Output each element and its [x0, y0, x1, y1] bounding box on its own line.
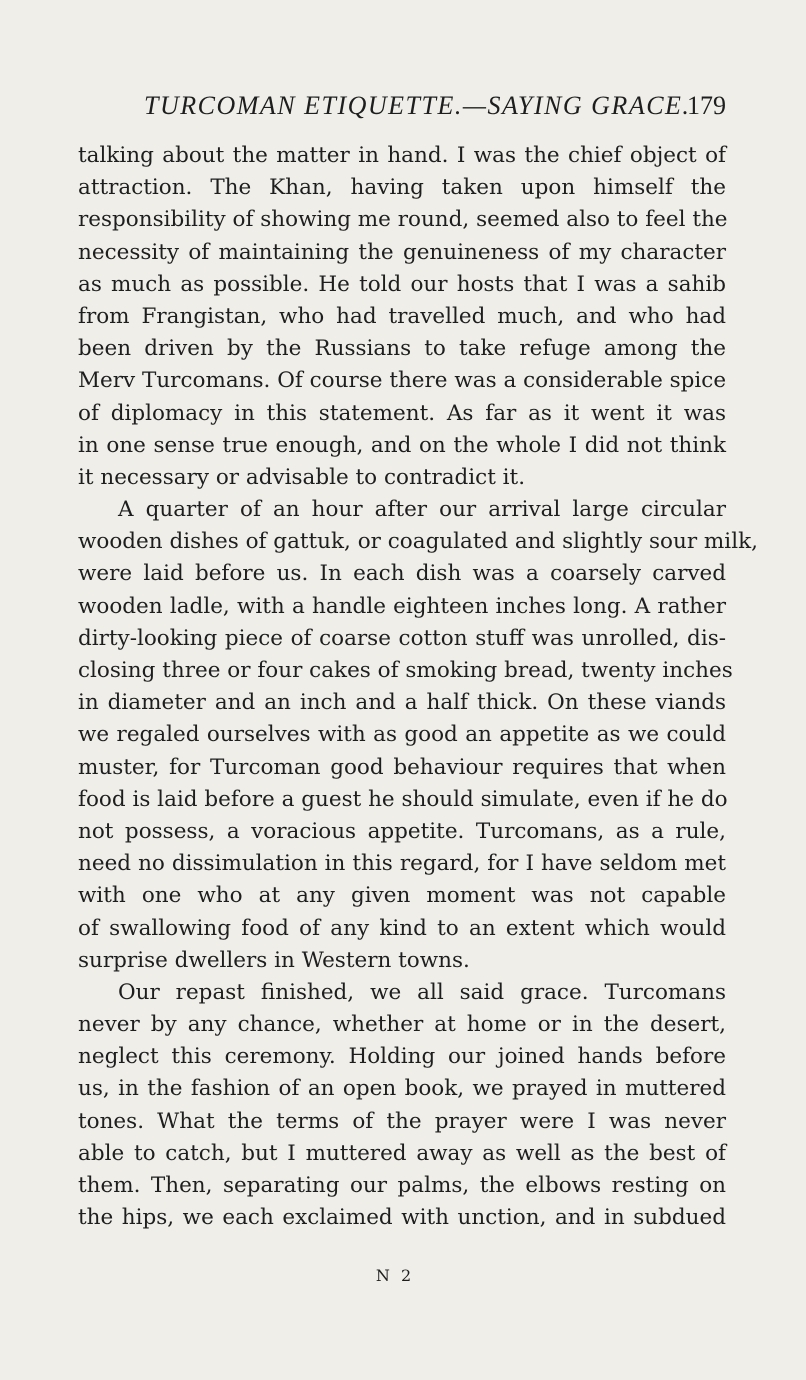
text-line: we regaled ourselves with as good an appetite as we could [78, 722, 726, 748]
text-line: never by any chance, whether at home or in the desert, [78, 1012, 726, 1038]
text-line: food is laid before a guest he should simulate, even if he do [78, 786, 728, 812]
text-line: able to catch, but I muttered away as well as the best of [78, 1140, 726, 1166]
text-line: in one sense true enough, and on the whole I did not think [78, 432, 726, 458]
text-line: wooden dishes of gattuk, or coagulated and slightly sour milk, [78, 529, 758, 555]
text-line: talking about the matter in hand. I was the chief object of [78, 143, 726, 168]
text-line: wooden ladle, with a handle eighteen inches long. A rather [78, 593, 726, 619]
signature-mark: N 2 [375, 1266, 415, 1285]
text-line: necessity of maintaining the genuineness of my character [78, 239, 726, 265]
body-text [78, 140, 758, 1234]
text-line: as much as possible. He told our hosts that I was a sahib [78, 271, 726, 297]
text-line: been driven by the Russians to take refuge among the [78, 336, 726, 362]
text-line: need no dissimulation in this regard, for I have seldom met [78, 851, 726, 877]
page-number: 179 [687, 91, 726, 120]
text-line: surprise dwellers in Western towns. [78, 947, 470, 973]
running-head [78, 88, 726, 124]
text-line: it necessary or advisable to contradict it. [78, 464, 526, 490]
text-line: dirty-looking piece of coarse cotton stuff was unrolled, dis- [78, 625, 726, 651]
text-line: us, in the fashion of an open book, we prayed in muttered [78, 1076, 726, 1102]
text-line: of diplomacy in this statement. As far as it went it was [78, 400, 726, 426]
text-line: neglect this ceremony. Holding our joined hands before [78, 1044, 726, 1070]
text-line: attraction. The Khan, having taken upon himself the [78, 175, 726, 201]
text-line: muster, for Turcoman good behaviour requires that when [78, 754, 726, 780]
text-line: not possess, a voracious appetite. Turcomans, as a rule, [78, 818, 726, 844]
text-line: were laid before us. In each dish was a coarsely carved [78, 561, 726, 587]
text-line: A quarter of an hour after our arrival large circular [118, 497, 726, 523]
text-line: of swallowing food of any kind to an extent which would [78, 915, 726, 941]
text-line: Our repast finished, we all said grace. Turcomans [118, 979, 726, 1005]
text-line: the hips, we each exclaimed with unction, and in subdued [78, 1205, 726, 1231]
text-line: in diameter and an inch and a half thick. On these viands [78, 690, 726, 716]
text-line: closing three or four cakes of smoking bread, twenty inches [78, 658, 733, 683]
text-line: them. Then, separating our palms, the elbows resting on [78, 1173, 726, 1198]
text-line: from Frangistan, who had travelled much, and who had [78, 303, 726, 329]
running-title: TURCOMAN ETIQUETTE.—SAYING GRACE. [144, 91, 691, 120]
text-line: Merv Turcomans. Of course there was a considerable spice [78, 368, 727, 394]
text-line: tones. What the terms of the prayer were I was never [78, 1108, 726, 1134]
text-line: with one who at any given moment was not capable [78, 883, 726, 909]
text-line: responsibility of showing me round, seemed also to feel the [78, 207, 728, 233]
